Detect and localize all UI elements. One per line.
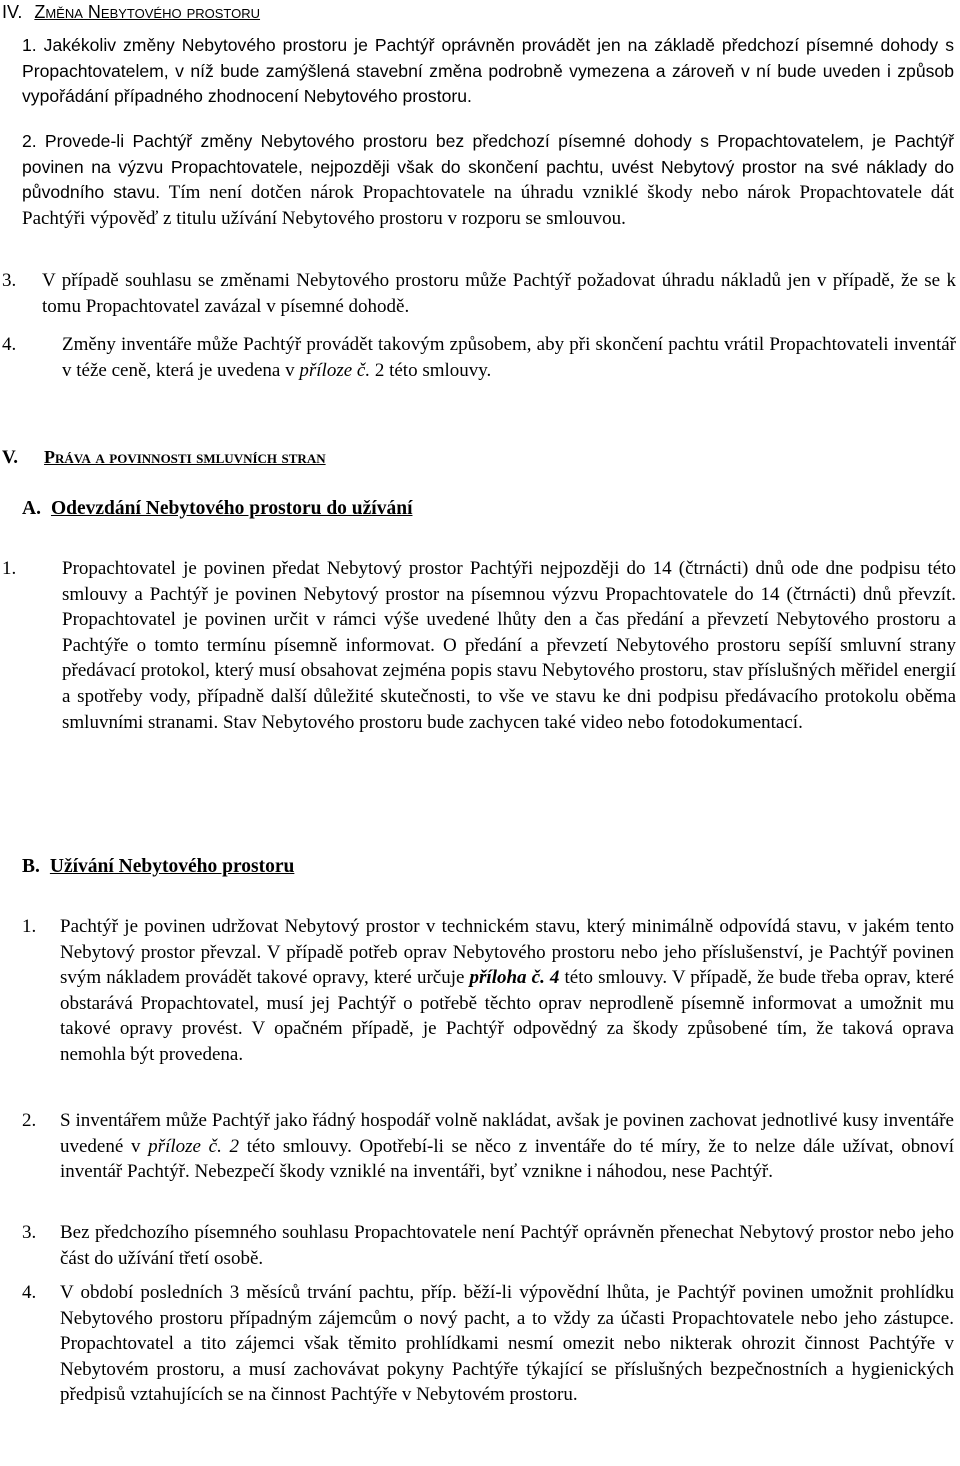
section-iv-heading bbox=[2, 2, 260, 23]
item-number: 3. bbox=[22, 1222, 37, 1243]
attachment-reference: příloze č. bbox=[299, 359, 371, 381]
subsection-a-letter: A. bbox=[22, 498, 41, 519]
item-number: 2. bbox=[22, 131, 37, 151]
item-text: Propachtovatel je povinen předat Nebytový prostor Pachtýři nejpozději do 14 (čtrnácti) dnů ode dne podpisu této smlouvy a Pachtýř je povinen Nebytový prostor na písemnou výzvu Propachtovatele do 14 (čtrnácti) dnů převzít. Propachtovatel je povinen určit v rámci výše uvedené lhůty den a čas předání a převzetí Nebytového prostoru a Pachtýře o tomto termínu písemně informovat. O předání a převzetí Nebytového prostoru sepíší smluvní strany předávací protokol, který musí obsahovat zejména popis stavu Nebytového prostoru, stav příslušných měřidel energií a spotřeby vody, případně další důležité skutečnosti, to vše ve stavu ke dni podpisu předávacího protokolu oběma smluvními stranami. Stav Nebytového prostoru bude zachycen také video nebo fotodokumentací. bbox=[62, 558, 956, 733]
item-text bbox=[62, 332, 956, 383]
subsection-a-title: Odevzdání Nebytového prostoru do užívání bbox=[50, 498, 413, 519]
item-text-before: S inventářem může Pachtýř jako řádný hospodář volně nakládat, avšak je povinen zachovat jednotlivé kusy inventáře uvedené v bbox=[60, 1110, 954, 1157]
section-iv-item-2 bbox=[22, 129, 954, 231]
item-text-before: Pachtýř je povinen udržovat Nebytový prostor v technickém stavu, který minimálně odpovídá stavu, v jakém tento Nebytový prostor převzal. V případě potřeb oprav Nebytového prostoru nebo jeho příslušenství, je Pachtýř povinen svým nákladem provádět takové opravy, které určuje bbox=[60, 916, 954, 989]
section-v-roman: V. bbox=[2, 447, 19, 468]
item-text bbox=[60, 1108, 954, 1185]
item-text: Jakékoliv změny Nebytového prostoru je Pachtýř oprávněn provádět jen na základě předchozí písemné dohody s Propachtovatelem, v níž bude zamýšlená stavební změna podrobně vymezena a zároveň v ní bude uveden i způsob vypořádání případného zhodnocení Nebytového prostoru. bbox=[22, 35, 954, 107]
item-text bbox=[60, 914, 954, 1068]
item-text-before: Změny inventáře může Pachtýř provádět takovým způsobem, aby při skončení pachtu vrátil Propachtovateli inventář v téže ceně, která je uvedena v bbox=[62, 334, 956, 381]
subsection-b-title: Užívání Nebytového prostoru bbox=[49, 856, 295, 877]
item-text-sans: Provede-li Pachtýř změny Nebytového prostoru bez předchozí písemné dohody s Propachtovatelem, je Pachtýř povinen na výzvu Propachtovatele, nejpozději však do skončení pachtu, uvést Nebytový prostor na své náklady do původního stavu. bbox=[22, 131, 955, 203]
section-iv-item-1 bbox=[22, 33, 954, 110]
subsection-b-item-1 bbox=[22, 914, 956, 1094]
item-number: 2. bbox=[22, 1110, 37, 1131]
subsection-b-heading bbox=[22, 856, 294, 878]
subsection-b-item-3 bbox=[22, 1220, 956, 1272]
item-number: 4. bbox=[2, 334, 17, 355]
section-iv-item-3 bbox=[2, 268, 956, 320]
item-number: 4. bbox=[22, 1282, 37, 1303]
item-number: 3. bbox=[2, 270, 17, 291]
item-number: 1. bbox=[22, 916, 37, 937]
section-iv-item-4 bbox=[2, 332, 956, 384]
item-text-after: této smlouvy. V případě, že bude třeba oprav, které obstarává Propachtovatel, musí jej Pachtýř o potřebě těchto oprav neprodleně písemně informovat a umožnit mu takové opravy provést. V opačném případě, je Pachtýř odpovědný za škody způsobené tím, že taková oprava nemohla být provedena. bbox=[60, 967, 954, 1065]
item-text-after: této smlouvy. Opotřebí-li se něco z inventáře do té míry, že to nelze dále užívat, obnoví inventář Pachtýř. Nebezpečí škody vzniklé na inventáři, byť vznikne i náhodou, nese Pachtýř. bbox=[60, 1135, 954, 1183]
item-text-serif: Tím není dotčen nárok Propachtovatele na úhradu vzniklé škody nebo nárok Propachtovatele dát Pachtýři výpověď z titulu užívání Nebytového prostoru v rozporu se smlouvou. bbox=[22, 182, 954, 229]
subsection-b-item-4 bbox=[22, 1280, 956, 1460]
item-text-after: 2 této smlouvy. bbox=[374, 359, 492, 381]
section-iv-roman: IV. bbox=[2, 2, 23, 22]
item-text: V případě souhlasu se změnami Nebytového prostoru může Pachtýř požadovat úhradu nákladů jen v případě, že se k tomu Propachtovatel zavázal v písemné dohodě. bbox=[42, 270, 956, 317]
section-iv-title: Změna Nebytového prostoru bbox=[34, 2, 261, 22]
subsection-b-letter: B. bbox=[22, 856, 40, 877]
subsection-a-heading bbox=[22, 498, 412, 520]
attachment-reference: příloha č. 4 bbox=[469, 967, 560, 989]
item-text: V období posledních 3 měsíců trvání pachtu, příp. běží-li výpovědní lhůta, je Pachtýř povinen umožnit prohlídku Nebytového prostoru případným zájemcům o nový pacht, a to vždy za účasti Propachtovatele nebo jeho zástupce. Propachtovatel a tito zájemci však těmito prohlídkami nesmí omezit nebo nikterak ohrozit činnost Pachtýře v Nebytovém prostoru, a musí zachovávat pokyny Pachtýře týkající se příslušných bezpečnostních a hygienických předpisů vztahujících se na činnost Pachtýře v Nebytovém prostoru. bbox=[60, 1282, 954, 1406]
attachment-reference: příloze č. 2 bbox=[148, 1135, 239, 1157]
subsection-a-item-1 bbox=[2, 556, 956, 796]
item-number: 1. bbox=[2, 558, 17, 579]
item-number: 1. bbox=[22, 35, 37, 55]
subsection-b-item-2 bbox=[22, 1108, 956, 1208]
section-v-title: Práva a povinnosti smluvních stran bbox=[44, 447, 326, 467]
item-text: Bez předchozího písemného souhlasu Propachtovatele není Pachtýř oprávněn přenechat Nebytový prostor nebo jeho část do užívání třetí osobě. bbox=[60, 1222, 954, 1269]
section-v-heading bbox=[2, 447, 326, 469]
